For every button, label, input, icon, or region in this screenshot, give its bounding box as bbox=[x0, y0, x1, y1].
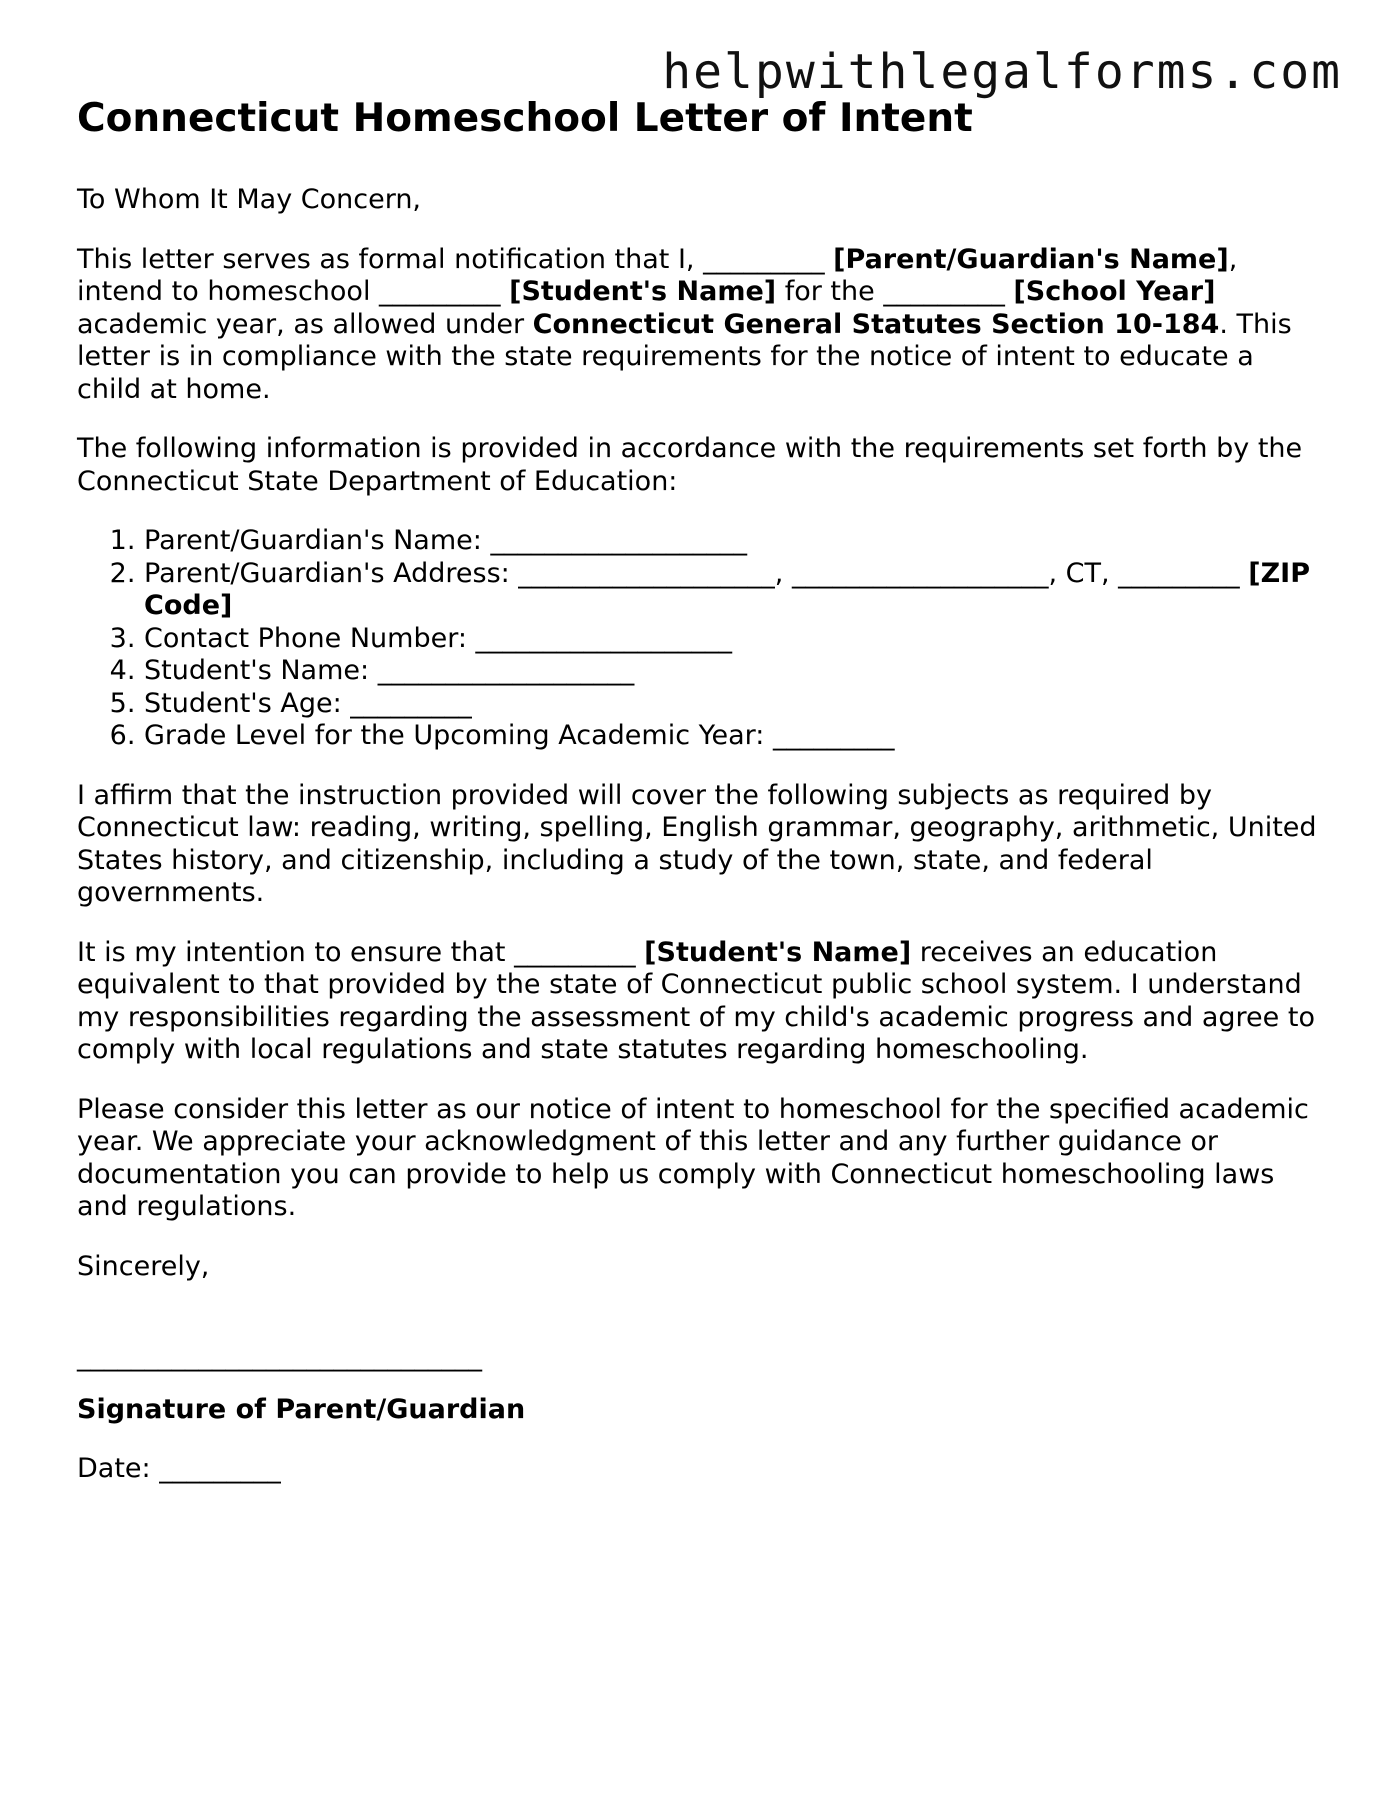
intention-text-2: receives an education equivalent to that provided by the state of Connecticut public school system. I understand my responsibilities regarding the assessment of my child's academic progress and agree to comply with local regulations and state statutes regarding homeschooling. bbox=[77, 936, 1315, 1065]
intro-text-1: This letter serves as formal notification that I, _________ bbox=[77, 243, 834, 275]
intro-paragraph bbox=[77, 244, 1322, 407]
affirm-paragraph: I affirm that the instruction provided will cover the following subjects as required by Connecticut law: reading, writing, spelling, English grammar, geography, arithmetic, United States history, and citizenship, including a study of the town, state, and federal governments. bbox=[77, 779, 1317, 908]
information-list bbox=[77, 525, 1322, 753]
list-item-student-age: 5. Student's Age: _________ bbox=[144, 688, 1322, 721]
page-title: Connecticut Homeschool Letter of Intent bbox=[77, 96, 973, 141]
info-intro-paragraph: The following information is provided in accordance with the requirements set forth by the Connecticut State Department of Education: bbox=[77, 433, 1303, 497]
intention-text-1: It is my intention to ensure that _________ bbox=[77, 936, 645, 968]
student-name-placeholder: [Student's Name] bbox=[509, 276, 777, 307]
watermark: helpwithlegalforms.com bbox=[662, 44, 1342, 100]
closing-paragraph: Please consider this letter as our notice of intent to homeschool for the specified academic year. We appreciate your acknowledgment of this letter and any further guidance or documentation you can provide to help us comply with Connecticut homeschooling laws and regulations. bbox=[77, 1093, 1309, 1222]
list-item-parent-address bbox=[144, 558, 1322, 623]
intention-paragraph bbox=[77, 937, 1322, 1067]
list-item-student-name: 4. Student's Name: ___________________ bbox=[144, 655, 1322, 688]
sincerely: Sincerely, bbox=[77, 1250, 210, 1282]
signature-label bbox=[77, 1394, 1322, 1427]
address-text: Parent/Guardian's Address: ___________________, ___________________, CT, _________ bbox=[144, 557, 1249, 589]
list-item-parent-name: 1. Parent/Guardian's Name: ___________________ bbox=[144, 525, 1322, 558]
intro-text-2: , intend to homeschool _________ bbox=[77, 243, 1238, 307]
intro-text-4: academic year, as allowed under bbox=[77, 308, 533, 340]
zip-code-placeholder: [ZIP Code] bbox=[144, 557, 1310, 621]
intro-text-5: . This letter is in compliance with the state requirements for the notice of intent to educate a child at home. bbox=[77, 308, 1292, 405]
school-year-placeholder: [School Year] bbox=[1013, 276, 1216, 307]
letter-document bbox=[77, 92, 1322, 1513]
statute-reference: Connecticut General Statutes Section 10-184 bbox=[532, 308, 1220, 340]
intro-text-3: for the _________ bbox=[776, 276, 1014, 307]
signature-label-text: Signature of Parent/Guardian bbox=[77, 1393, 526, 1425]
salutation: To Whom It May Concern, bbox=[77, 184, 422, 215]
intention-student-name-placeholder: [Student's Name] bbox=[644, 936, 912, 968]
signature-line: ______________________________ bbox=[77, 1341, 482, 1372]
date-line: Date: _________ bbox=[77, 1453, 281, 1484]
list-item-grade-level: 6. Grade Level for the Upcoming Academic Year: _________ bbox=[144, 720, 1322, 753]
list-item-phone: 3. Contact Phone Number: ___________________ bbox=[144, 623, 1322, 656]
parent-name-placeholder: [Parent/Guardian's Name] bbox=[833, 243, 1229, 275]
